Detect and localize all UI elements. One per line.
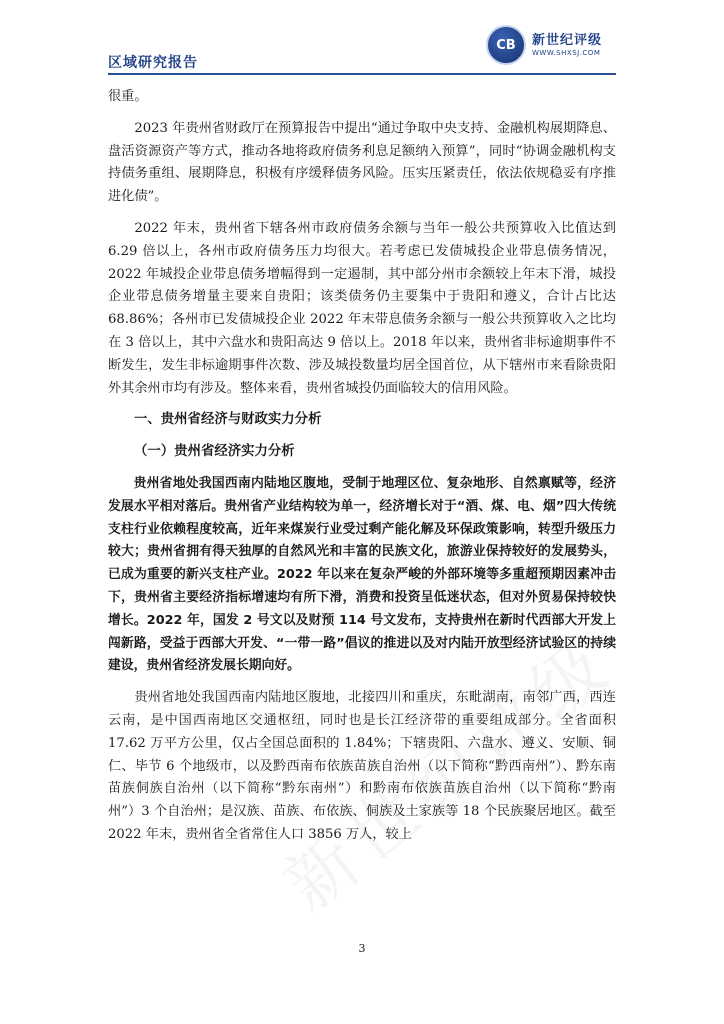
- section-label: 区域研究报告: [108, 55, 198, 71]
- summary-paragraph: 贵州省地处我国西南内陆地区腹地，受制于地理区位、复杂地形、自然禀赋等，经济发展水平相对落后。贵州省产业结构较为单一，经济增长对于“酒、煤、电、烟”四大传统支柱行业依赖程度较高，近年来煤炭行业受过剩产能化解及环保政策影响，转型升级压力较大；贵州省拥有得天独厚的自然风光和丰富的民族文化，旅游业保持较好的发展势头，已成为重要的新兴支柱产业。2022 年以来在复杂严峻的外部环境等多重超预期因素冲击下，贵州省主要经济指标增速均有所下滑，消费和投资呈低迷状态，但对外贸易保持较快增长。2022 年，国发 2 号文以及财预 114 号文发布，支持贵州在新时代西部大开发上闯新路，受益于西部大开发、“一带一路”倡议的推进以及对内陆开放型经济试验区的持续建设，贵州省经济发展长期向好。: [108, 475, 616, 674]
- brand-logo: [486, 24, 616, 66]
- logo-text: [532, 33, 602, 58]
- logo-badge-icon: CB: [486, 25, 526, 65]
- paragraph: 2023 年贵州省财政厅在预算报告中提出“通过争取中央支持、金融机构展期降息、盘活资源资产等方式，推动各地将政府债务利息足额纳入预算”，同时“协调金融机构支持债务重组、展期降息，积极有序缓释债务风险。压实压紧责任，依法依规稳妥有序推进化债”。: [108, 120, 616, 205]
- paragraph-continuation: 很重。: [108, 89, 148, 104]
- page-number: 3: [358, 942, 366, 955]
- logo-url: WWW.SHXSJ.COM: [532, 48, 601, 57]
- header-divider: [108, 73, 616, 75]
- paragraph: 贵州省地处我国西南内陆地区腹地，北接四川和重庆，东毗湖南，南邻广西，西连云南，是中国西南地区交通枢纽，同时也是长江经济带的重要组成部分。全省面积 17.62 万平方公里，仅占全国总面积的 1.84%；下辖贵阳、六盘水、遵义、安顺、铜仁、毕节 6 个地级市，以及黔西南布依族苗族自治州（以下简称“黔西南州”）、黔东南苗族侗族自治州（以下简称“黔东南州”）和黔南布依族苗族自治州（以下简称“黔南州”）3 个自治州；是汉族、苗族、布依族、侗族及土家族等 18 个民族聚居地区。截至 2022 年末，贵州省全省常住人口 3856 万人，较上: [108, 690, 616, 842]
- paragraph: 2022 年末，贵州省下辖各州市政府债务余额与当年一般公共预算收入比值达到 6.29 倍以上，各州市政府债务压力均很大。若考虑已发债城投企业带息债务情况，2022 年城投企业带息债务增幅得到一定遏制，其中部分州市余额较上年末下滑，城投企业带息债务增量主要来自贵阳；该类债务仍主要集中于贵阳和遵义，合计占比达 68.86%；各州市已发债城投企业 2022 年末带息债务余额与一般公共预算收入之比均在 3 倍以上，其中六盘水和贵阳高达 9 倍以上。2018 年以来，贵州省非标逾期事件不断发生，发生非标逾期事件次数、涉及城投数量均居全国首位，从下辖州市来看除贵阳外其余州市均有涉及。整体来看，贵州省城投仍面临较大的信用风险。: [108, 220, 616, 396]
- subsection-heading: （一）贵州省经济实力分析: [134, 444, 295, 460]
- logo-name: 新世纪评级: [532, 32, 603, 48]
- section-heading: 一、贵州省经济与财政实力分析: [134, 412, 322, 428]
- document-body: [108, 86, 616, 847]
